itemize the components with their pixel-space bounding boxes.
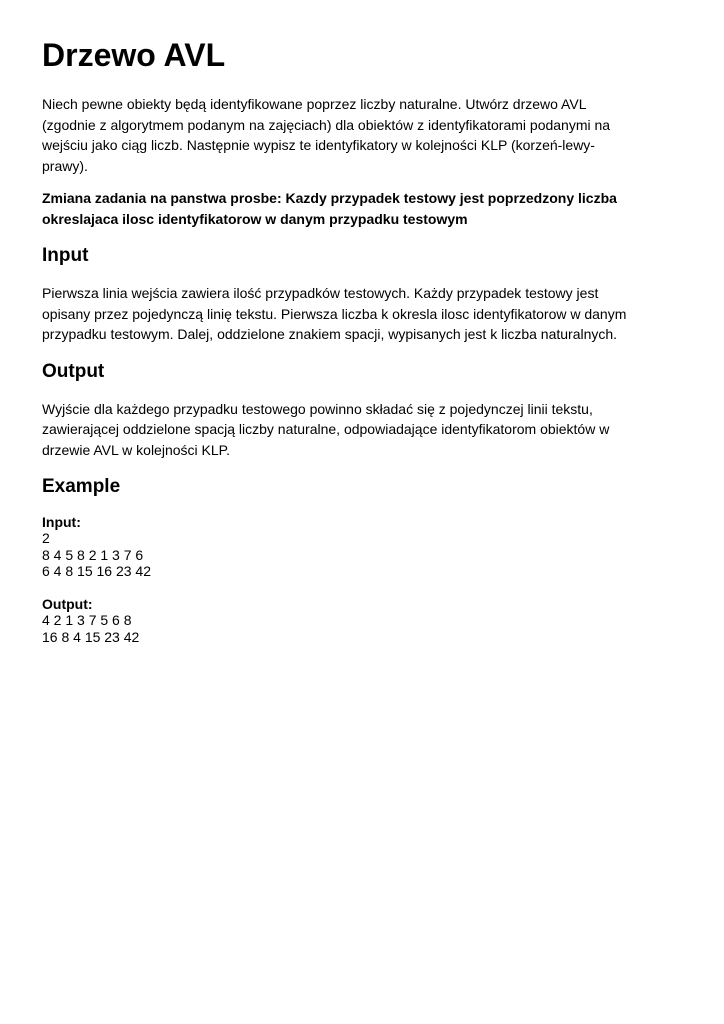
- intro-line: Niech pewne obiekty będą identyfikowane poprzez liczby naturalne. Utwórz drzewo AVL: [42, 96, 587, 112]
- task-change-note: [42, 188, 682, 229]
- example-block: [42, 514, 682, 645]
- example-input-line: 6 4 8 15 16 23 42: [42, 563, 151, 580]
- example-input-line: 2: [42, 530, 50, 547]
- example-input-label: Input:: [42, 514, 81, 530]
- example-output-line: 4 2 1 3 7 5 6 8: [42, 612, 132, 629]
- example-input-line: 8 4 5 8 2 1 3 7 6: [42, 546, 144, 563]
- example-section-heading: Example: [42, 476, 121, 497]
- example-output-line: 16 8 4 15 23 42: [42, 628, 140, 645]
- page-title: Drzewo AVL: [42, 37, 226, 73]
- example-output-label: Output:: [42, 596, 93, 613]
- input-description-line: przypadku testowym. Dalej, oddzielone znakiem spacji, wypisanych jest k liczba naturalnych.: [42, 326, 618, 342]
- intro-line: wejściu jako ciąg liczb. Następnie wypisz te identyfikatory w kolejności KLP (korzeń-lewy-: [42, 137, 595, 153]
- intro-paragraph: [42, 94, 682, 176]
- input-description-line: Pierwsza linia wejścia zawiera ilość przypadków testowych. Każdy przypadek testowy jest: [42, 285, 599, 301]
- output-description-line: Wyjście dla każdego przypadku testowego powinno składać się z pojedynczej linii tekstu,: [42, 400, 593, 417]
- output-description-line: zawierającej oddzielone spacją liczby naturalne, odpowiadające identyfikatorom obiektów w: [42, 421, 610, 437]
- input-description: [42, 283, 682, 345]
- input-description-line: opisany przez pojedynczą linię tekstu. Pierwsza liczba k okresla ilosc identyfikatorow w danym: [42, 305, 627, 322]
- example-blank-line: [42, 580, 682, 596]
- intro-line: prawy).: [42, 157, 88, 174]
- output-section-heading: Output: [42, 360, 105, 382]
- input-section-heading: Input: [42, 245, 89, 266]
- intro-line: (zgodnie z algorytmem podanym na zajęciach) dla obiektów z identyfikatorami podanymi na: [42, 116, 611, 133]
- note-line: okreslajaca ilosc identyfikatorow w danym przypadku testowym: [42, 210, 468, 227]
- note-line: Zmiana zadania na panstwa prosbe: Kazdy przypadek testowy jest poprzedzony liczba: [42, 190, 617, 206]
- output-description: [42, 399, 682, 461]
- output-description-line: drzewie AVL w kolejności KLP.: [42, 441, 231, 458]
